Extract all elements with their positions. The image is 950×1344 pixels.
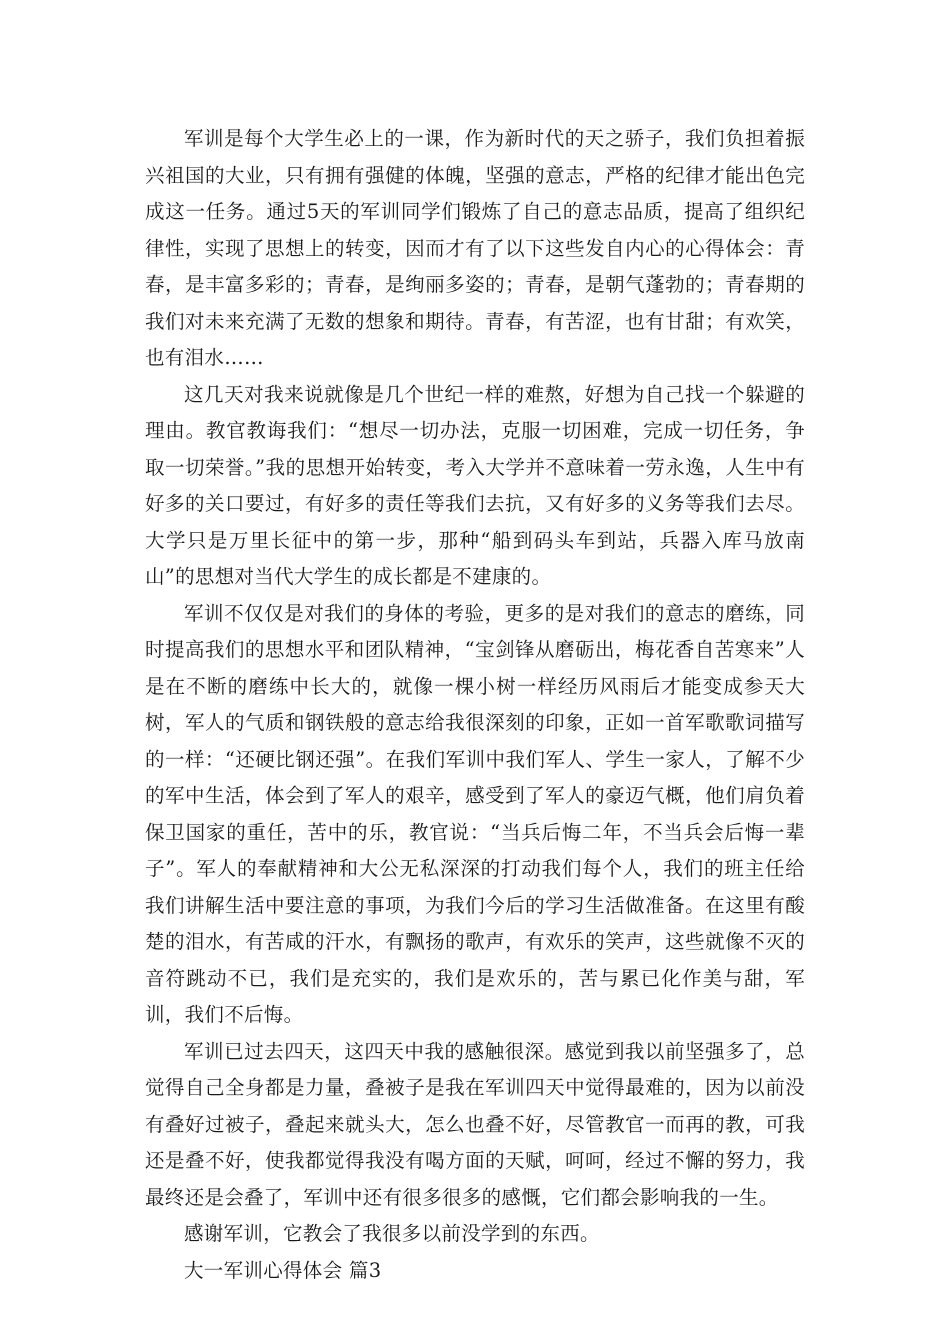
paragraph-4: 军训已过去四天，这四天中我的感触很深。感觉到我以前坚强多了，总觉得自己全身都是力量，叠被子是我在军训四天中觉得最难的，因为以前没有叠好过被子，叠起来就头大，怎么也叠不好，尽管教官一而再的教，可我还是叠不好，使我都觉得我没有喝方面的天赋，呵呵，经过不懈的努力，我最终还是会叠了，军训中还有很多很多的感慨，它们都会影响我的一生。: [145, 1039, 805, 1209]
section-heading: 大一军训心得体会 篇3: [184, 1258, 382, 1282]
paragraph-3: 军训不仅仅是对我们的身体的考验，更多的是对我们的意志的磨练，同时提高我们的思想水平和团队精神，“宝剑锋从磨砺出，梅花香自苦寒来”人是在不断的磨练中长大的，就像一棵小树一样经历风雨后才能变成参天大树，军人的气质和钢铁般的意志给我很深刻的印象，正如一首军歌歌词描写的一样：“还硬比钢还强”。在我们军训中我们军人、学生一家人，了解不少的军中生活，体会到了军人的艰辛，感受到了军人的豪迈气概，他们肩负着保卫国家的重任，苦中的乐，教官说：“当兵后悔二年，不当兵会后悔一辈子”。军人的奉献精神和大公无私深深的打动我们每个人，我们的班主任给我们讲解生活中要注意的事项，为我们今后的学习生活做准备。在这里有酸楚的泪水，有苦咸的汗水，有飘扬的歌声，有欢乐的笑声，这些就像不灭的音符跳动不已，我们是充实的，我们是欢乐的，苦与累已化作美与甜，军训，我们不后悔。: [145, 601, 805, 1026]
document-body: [145, 121, 805, 1289]
paragraph-1: 军训是每个大学生必上的一课，作为新时代的天之骄子，我们负担着振兴祖国的大业，只有拥有强健的体魄，坚强的意志，严格的纪律才能出色完成这一任务。通过5天的军训同学们锻炼了自己的意志品质，提高了组织纪律性，实现了思想上的转变，因而才有了以下这些发自内心的心得体会：青春，是丰富多彩的；青春，是绚丽多姿的；青春，是朝气蓬勃的；青春期的我们对未来充满了无数的想象和期待。青春，有苦涩，也有甘甜；有欢笑，也有泪水……: [145, 127, 805, 369]
paragraph-5: 感谢军训，它教会了我很多以前没学到的东西。: [184, 1222, 600, 1245]
paragraph-2: 这几天对我来说就像是几个世纪一样的难熬，好想为自己找一个躲避的理由。教官教诲我们：“想尽一切办法，克服一切困难，完成一切任务，争取一切荣誉。”我的思想开始转变，考入大学并不意味着一劳永逸，人生中有好多的关口要过，有好多的责任等我们去抗，又有好多的义务等我们去尽。大学只是万里长征中的第一步，那种“船到码头车到站，兵器入库马放南山”的思想对当代大学生的成长都是不建康的。: [145, 382, 805, 588]
